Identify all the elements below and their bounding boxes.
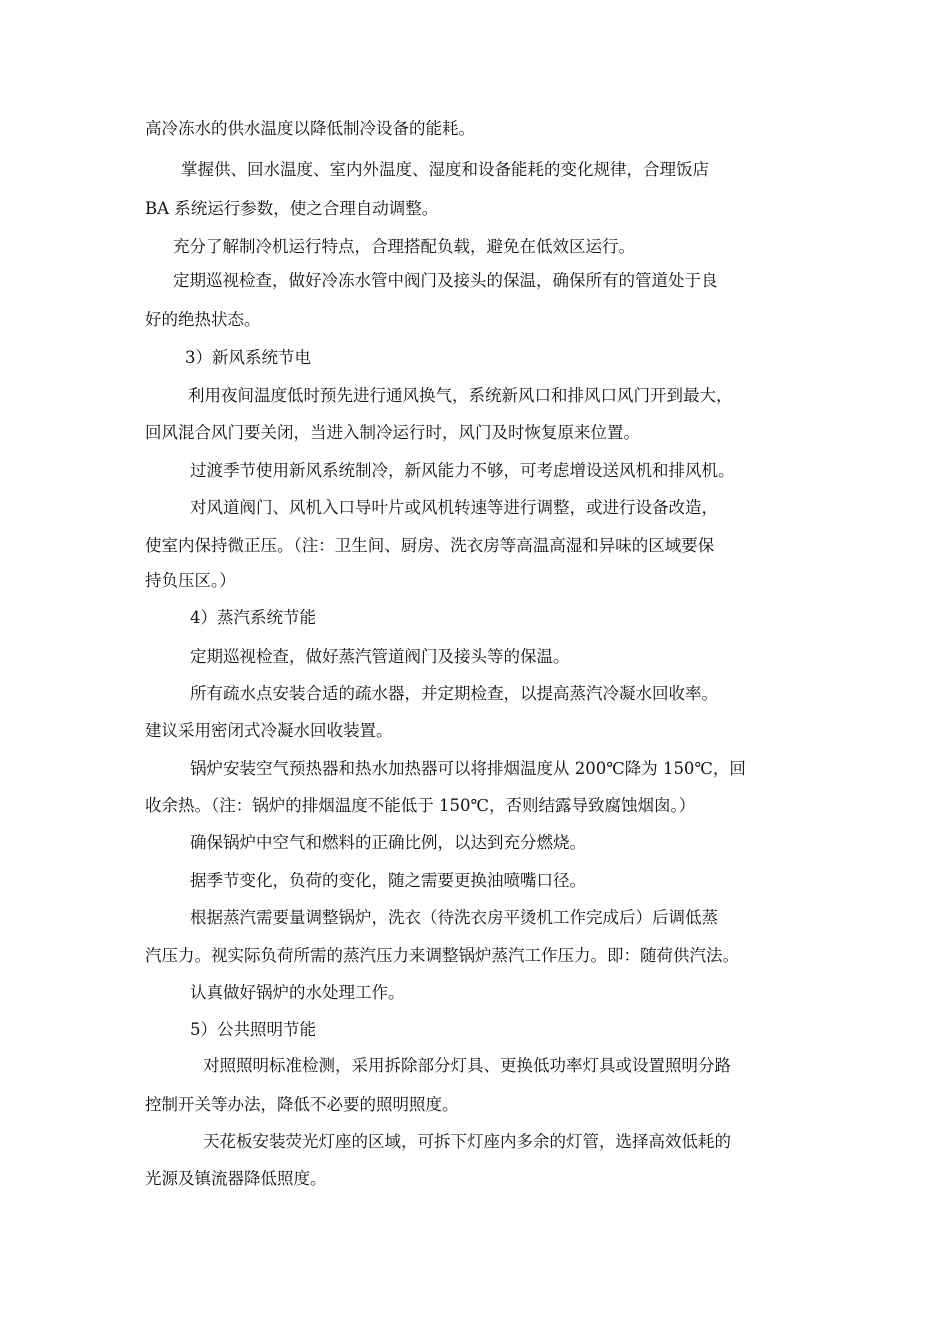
paragraph-line: 对照照明标准检测，采用拆除部分灯具、更换低功率灯具或设置照明分路 [203, 1056, 731, 1075]
paragraph-line: BA 系统运行参数，使之合理自动调整。 [145, 199, 439, 218]
paragraph-line: 掌握供、回水温度、室内外温度、湿度和设备能耗的变化规律，合理饭店 [181, 160, 709, 179]
paragraph-line: 所有疏水点安装合适的疏水器，并定期检查，以提高蒸汽冷凝水回收率。 [190, 684, 718, 703]
paragraph-line: 持负压区。） [145, 571, 236, 590]
paragraph-line: 汽压力。视实际负荷所需的蒸汽压力来调整锅炉蒸汽工作压力。即：随荷供汽法。 [145, 946, 739, 965]
paragraph-line: 使室内保持微正压。（注：卫生间、厨房、洗衣房等高温高湿和异味的区域要保 [145, 536, 715, 555]
section-heading: 3）新风系统节电 [185, 348, 311, 367]
paragraph-line: 过渡季节使用新风系统制冷，新风能力不够，可考虑增设送风机和排风机。 [190, 461, 735, 480]
section-heading: 5）公共照明节能 [190, 1020, 316, 1039]
paragraph-line: 锅炉安装空气预热器和热水加热器可以将排烟温度从 200℃降为 150℃，回 [190, 759, 746, 778]
paragraph-line: 据季节变化，负荷的变化，随之需要更换油喷嘴口径。 [190, 871, 586, 890]
paragraph-line: 好的绝热状态。 [145, 310, 261, 329]
paragraph-line: 光源及镇流器降低照度。 [145, 1169, 327, 1188]
paragraph-line: 收余热。（注：锅炉的排烟温度不能低于 150℃，否则结露导致腐蚀烟囱。） [145, 796, 696, 815]
paragraph-line: 高冷冻水的供水温度以降低制冷设备的能耗。 [145, 119, 475, 138]
paragraph-line: 控制开关等办法，降低不必要的照明照度。 [145, 1095, 459, 1114]
paragraph-line: 天花板安装荧光灯座的区域，可拆下灯座内多余的灯管，选择高效低耗的 [203, 1132, 731, 1151]
paragraph-line: 回风混合风门要关闭，当进入制冷运行时，风门及时恢复原来位置。 [145, 423, 640, 442]
paragraph-line: 认真做好锅炉的水处理工作。 [190, 983, 405, 1002]
paragraph-line: 定期巡视检查，做好蒸汽管道阀门及接头等的保温。 [190, 647, 570, 666]
paragraph-line: 对风道阀门、风机入口导叶片或风机转速等进行调整，或进行设备改造， [190, 498, 718, 517]
paragraph-line: 充分了解制冷机运行特点，合理搭配负载，避免在低效区运行。 [173, 237, 635, 256]
paragraph-line: 根据蒸汽需要量调整锅炉，洗衣（待洗衣房平烫机工作完成后）后调低蒸 [190, 908, 718, 927]
paragraph-line: 定期巡视检查，做好冷冻水管中阀门及接头的保温，确保所有的管道处于良 [173, 271, 718, 290]
paragraph-line: 建议采用密闭式冷凝水回收装置。 [145, 721, 393, 740]
paragraph-line: 确保锅炉中空气和燃料的正确比例，以达到充分燃烧。 [190, 833, 586, 852]
paragraph-line: 利用夜间温度低时预先进行通风换气，系统新风口和排风口风门开到最大， [188, 386, 733, 405]
section-heading: 4）蒸汽系统节能 [190, 608, 316, 627]
